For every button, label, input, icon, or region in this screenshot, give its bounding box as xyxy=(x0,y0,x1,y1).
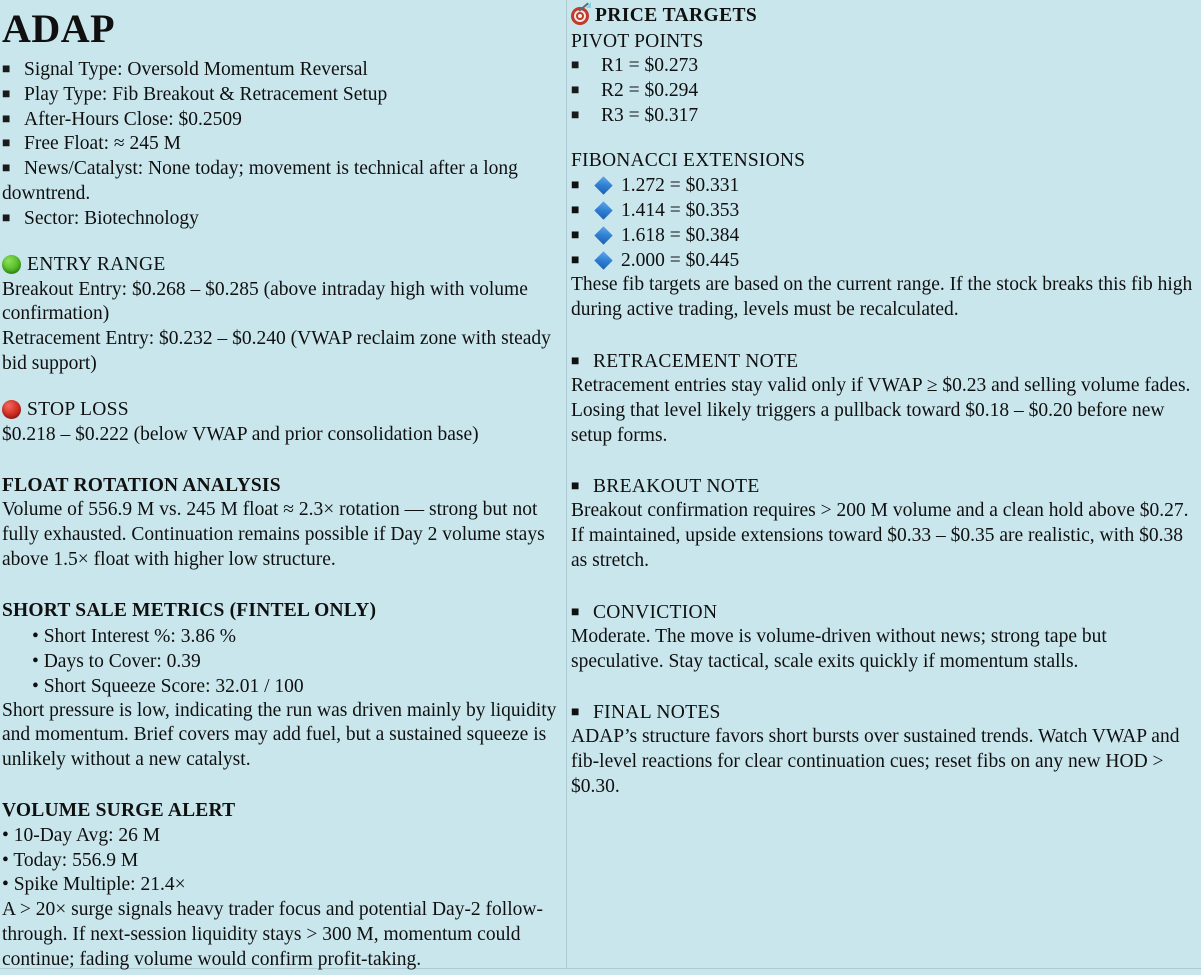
list-item: • 10-Day Avg: 26 M xyxy=(2,824,161,846)
price-targets-title: PRICE TARGETS xyxy=(595,5,758,26)
retracement-note-title: RETRACEMENT NOTE xyxy=(593,350,799,372)
float-rotation-body: Volume of 556.9 M vs. 245 M float ≈ 2.3× rotation — strong but not fully exhausted. Continuation remains possible if Day 2 volume stays above 1.5× float with higher low structure. xyxy=(2,499,545,570)
breakout-note-header xyxy=(571,474,1195,499)
retracement-note-header xyxy=(571,349,1195,374)
bullseye-dart-icon xyxy=(571,7,589,25)
conviction-body: Moderate. The move is volume-driven without news; strong tape but speculative. Stay tactical, scale exits quickly if momentum stalls. xyxy=(571,625,1107,672)
fibonacci-value: 1.618 = $0.384 xyxy=(621,225,740,247)
conviction-title: CONVICTION xyxy=(593,601,718,623)
square-bullet-icon: ■ xyxy=(2,210,11,226)
list-item: • Days to Cover: 0.39 xyxy=(32,650,201,672)
breakout-note-body: Breakout confirmation requires > 200 M volume and a clean hold above $0.27. If maintained, upside extensions toward $0.33 – $0.35 are realistic, with $0.38 as stretch. xyxy=(571,500,1189,571)
fibonacci-value: 1.272 = $0.331 xyxy=(621,175,740,197)
square-bullet-icon: ■ xyxy=(571,479,580,495)
spacer xyxy=(2,448,558,474)
list-item xyxy=(571,54,1195,79)
square-bullet-icon: ■ xyxy=(571,705,580,721)
square-bullet-icon: ■ xyxy=(2,62,11,77)
short-sale-metrics-list xyxy=(2,624,558,699)
spacer xyxy=(2,773,558,799)
entry-range-retracement: Retracement Entry: $0.232 – $0.240 (VWAP reclaim zone with steady bid support) xyxy=(2,328,551,374)
stop-loss-header xyxy=(2,397,558,423)
list-item xyxy=(571,104,1195,129)
fibonacci-value: 1.414 = $0.353 xyxy=(621,200,740,222)
spacer xyxy=(571,574,1195,600)
spacer xyxy=(2,232,558,252)
retracement-note-body: Retracement entries stay valid only if VWAP ≥ $0.23 and selling volume fades. Losing that level likely triggers a pullback toward $0.18 – $0.20 before new setup forms. xyxy=(571,374,1191,446)
list-item xyxy=(571,248,1195,273)
pivot-points-list xyxy=(571,54,1195,128)
list-item xyxy=(571,223,1195,248)
pivot-point-value: R2 = $0.294 xyxy=(601,79,699,101)
stop-loss-title: STOP LOSS xyxy=(27,398,129,420)
blue-diamond-icon xyxy=(594,252,612,270)
square-bullet-icon: ■ xyxy=(2,111,11,127)
price-targets-header xyxy=(571,4,1195,28)
spacer xyxy=(571,674,1195,700)
square-bullet-icon: ■ xyxy=(2,136,11,152)
breakout-note-title: BREAKOUT NOTE xyxy=(593,476,760,498)
entry-range-header xyxy=(2,252,558,278)
list-item xyxy=(2,58,558,83)
square-bullet-icon: ■ xyxy=(571,604,580,620)
left-column xyxy=(0,0,566,973)
blue-diamond-icon xyxy=(594,177,612,195)
square-bullet-icon: ■ xyxy=(571,353,580,369)
list-item xyxy=(571,173,1195,198)
blue-diamond-icon xyxy=(594,227,612,245)
right-column xyxy=(567,0,1201,800)
overview-item-text: Sector: Biotechnology xyxy=(24,207,199,229)
final-notes-body: ADAP’s structure favors short bursts over sustained trends. Watch VWAP and fib-level reactions for clear continuation cues; reset fibs on any new HOD > $0.30. xyxy=(571,726,1180,797)
list-item xyxy=(571,198,1195,223)
volume-surge-title: VOLUME SURGE ALERT xyxy=(2,799,236,821)
conviction-header xyxy=(571,600,1195,625)
overview-item-text: Play Type: Fib Breakout & Retracement Setup xyxy=(24,83,388,105)
square-bullet-icon: ■ xyxy=(2,161,11,177)
page-title: ADAP xyxy=(2,6,116,51)
float-rotation-title: FLOAT ROTATION ANALYSIS xyxy=(2,474,281,496)
short-sale-body: Short pressure is low, indicating the run was driven mainly by liquidity and momentum. Brief covers may add fuel, but a sustained squeeze is unlikely without a new catalyst. xyxy=(2,699,557,771)
overview-item-text: Signal Type: Oversold Momentum Reversal xyxy=(24,59,368,80)
square-bullet-icon: ■ xyxy=(2,86,11,102)
list-item xyxy=(571,79,1195,104)
list-item xyxy=(2,83,558,108)
green-circle-icon xyxy=(2,255,21,274)
final-notes-header xyxy=(571,700,1195,725)
list-item xyxy=(2,207,558,232)
overview-item-text: After-Hours Close: $0.2509 xyxy=(24,108,242,130)
square-bullet-icon: ■ xyxy=(571,228,580,244)
square-bullet-icon: ■ xyxy=(571,82,580,98)
list-item xyxy=(2,108,558,133)
fibonacci-value: 2.000 = $0.445 xyxy=(621,250,740,272)
blue-diamond-icon xyxy=(594,202,612,220)
square-bullet-icon: ■ xyxy=(571,178,580,194)
spacer xyxy=(571,448,1195,474)
fibonacci-list xyxy=(571,173,1195,273)
square-bullet-icon: ■ xyxy=(571,203,580,219)
volume-surge-list xyxy=(2,824,558,898)
spacer xyxy=(571,128,1195,148)
list-item: • Short Interest %: 3.86 % xyxy=(32,625,236,647)
entry-range-title: ENTRY RANGE xyxy=(27,253,166,275)
list-item xyxy=(2,157,558,207)
short-sale-title: SHORT SALE METRICS (FINTEL ONLY) xyxy=(2,599,377,621)
pivot-point-value: R3 = $0.317 xyxy=(601,104,699,126)
square-bullet-icon: ■ xyxy=(571,253,580,269)
list-item xyxy=(2,132,558,157)
pivot-point-value: R1 = $0.273 xyxy=(601,55,699,76)
fibonacci-note: These fib targets are based on the current range. If the stock breaks this fib high during active trading, levels must be recalculated. xyxy=(571,274,1193,321)
square-bullet-icon: ■ xyxy=(571,58,580,73)
fibonacci-title: FIBONACCI EXTENSIONS xyxy=(571,150,806,172)
overview-item-text: Free Float: ≈ 245 M xyxy=(24,133,181,155)
spacer xyxy=(2,573,558,599)
stop-loss-body: $0.218 – $0.222 (below VWAP and prior consolidation base) xyxy=(2,423,479,445)
entry-range-breakout: Breakout Entry: $0.268 – $0.285 (above intraday high with volume confirmation) xyxy=(2,278,528,325)
pivot-points-title: PIVOT POINTS xyxy=(571,31,704,52)
list-item: • Spike Multiple: 21.4× xyxy=(2,874,186,896)
overview-item-text: News/Catalyst: None today; movement is technical after a long downtrend. xyxy=(2,158,518,204)
list-item: • Today: 556.9 M xyxy=(2,849,139,871)
square-bullet-icon: ■ xyxy=(571,107,580,123)
final-notes-title: FINAL NOTES xyxy=(593,702,721,724)
spacer xyxy=(571,323,1195,349)
spacer xyxy=(2,377,558,397)
volume-surge-body: A > 20× surge signals heavy trader focus and potential Day-2 follow-through. If next-session liquidity stays > 300 M, momentum could continue; fading volume would confirm profit-taking. xyxy=(2,899,543,970)
red-circle-icon xyxy=(2,400,21,419)
list-item: • Short Squeeze Score: 32.01 / 100 xyxy=(32,675,304,697)
overview-list xyxy=(2,58,558,232)
